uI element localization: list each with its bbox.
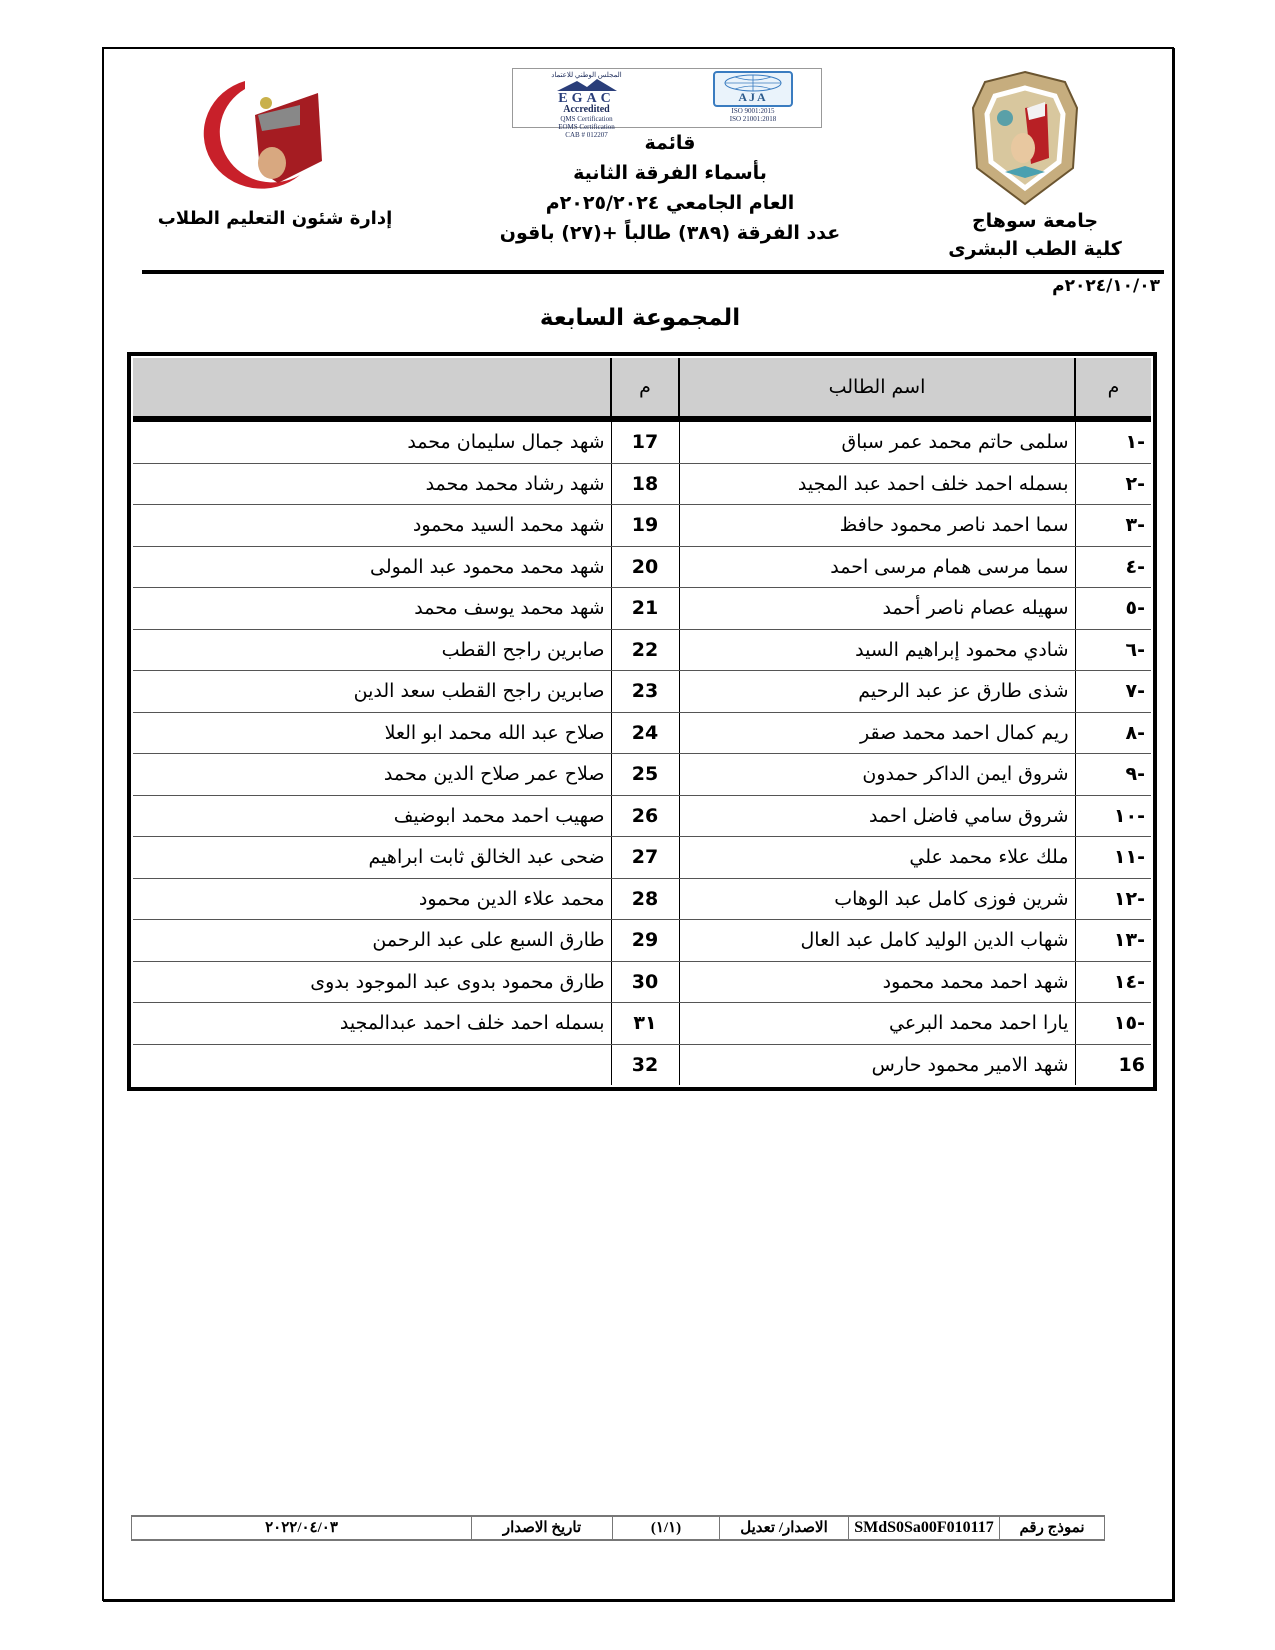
student-name-left: طارق السبع على عبد الرحمن (133, 920, 611, 962)
table-row (133, 671, 1151, 713)
row-number-left: 21 (611, 588, 679, 630)
table-row (133, 588, 1151, 630)
header-number-right: م (1075, 358, 1151, 419)
student-name-left: شهد رشاد محمد محمد (133, 463, 611, 505)
student-name-left: شهد محمد السيد محمود (133, 505, 611, 547)
row-number-right: -٦ (1075, 629, 1151, 671)
row-number-right: -٤ (1075, 546, 1151, 588)
table-row (133, 712, 1151, 754)
row-number-left: 30 (611, 961, 679, 1003)
roster-table-container (127, 352, 1157, 1091)
row-number-left: 18 (611, 463, 679, 505)
student-name-left: صهيب احمد محمد ابوضيف (133, 795, 611, 837)
student-name-left: صلاح عبد الله محمد ابو العلا (133, 712, 611, 754)
department-name: إدارة شئون التعليم الطلاب (157, 208, 393, 229)
iso-line: ISO 9001:2015 (731, 107, 775, 115)
table-row (133, 878, 1151, 920)
faculty-of-medicine-logo (150, 75, 340, 195)
student-name-right: سلمى حاتم محمد عمر سباق (679, 419, 1075, 463)
footer-edition-value: (١/١) (612, 1517, 719, 1539)
egac-line: EOMS Certification (558, 123, 615, 131)
row-number-left: 32 (611, 1044, 679, 1085)
student-name-right: سما احمد ناصر محمود حافظ (679, 505, 1075, 547)
table-row (133, 754, 1151, 796)
mountain-icon (557, 79, 617, 91)
student-name-right: بسمله احمد خلف احمد عبد المجيد (679, 463, 1075, 505)
globe-icon (713, 71, 793, 107)
student-name-right: سما مرسى همام مرسى احمد (679, 546, 1075, 588)
footer-form-label: نموذج رقم (999, 1517, 1104, 1539)
header-name-left (133, 358, 611, 419)
student-name-left: شهد جمال سليمان محمد (133, 419, 611, 463)
row-number-right: -١١ (1075, 837, 1151, 879)
table-row (133, 629, 1151, 671)
document-date: ٢٠٢٤/١٠/٠٣م (1052, 276, 1160, 296)
title-line-list: قائمة (644, 132, 696, 154)
row-number-left: 23 (611, 671, 679, 713)
university-name-block (930, 207, 1140, 263)
row-number-right: -٥ (1075, 588, 1151, 630)
student-name-left: شهد محمد محمود عبد المولى (133, 546, 611, 588)
row-number-left: ٣١ (611, 1003, 679, 1045)
faculty-name: كلية الطب البشرى (948, 238, 1122, 260)
row-number-left: 26 (611, 795, 679, 837)
header-student-name: اسم الطالب (679, 358, 1075, 419)
egac-line: CAB # 012207 (565, 131, 608, 139)
table-row (133, 795, 1151, 837)
roster-table (133, 358, 1151, 1085)
egac-accreditation-badge (519, 71, 654, 139)
row-number-left: 28 (611, 878, 679, 920)
row-number-right: -١٢ (1075, 878, 1151, 920)
certification-badges (512, 68, 822, 139)
row-number-right: -١٥ (1075, 1003, 1151, 1045)
row-number-left: 20 (611, 546, 679, 588)
row-number-right: -٣ (1075, 505, 1151, 547)
student-name-right: شذى طارق عز عبد الرحيم (679, 671, 1075, 713)
student-name-right: يارا احمد محمد البرعي (679, 1003, 1075, 1045)
student-name-left: بسمله احمد خلف احمد عبدالمجيد (133, 1003, 611, 1045)
row-number-left: 17 (611, 419, 679, 463)
row-number-right: -١٣ (1075, 920, 1151, 962)
table-header-row (133, 358, 1151, 419)
student-name-left: صابرين راجح القطب سعد الدين (133, 671, 611, 713)
table-row (133, 505, 1151, 547)
egac-arabic-text: المجلس الوطني للاعتماد (551, 71, 622, 79)
student-name-left: ضحى عبد الخالق ثابت ابراهيم (133, 837, 611, 879)
title-line-student-count: عدد الفرقة (٣٨٩) طالباً +(٢٧) باقون (499, 222, 841, 244)
row-number-left: 24 (611, 712, 679, 754)
document-title-block (470, 128, 870, 248)
student-name-left: صابرين راجح القطب (133, 629, 611, 671)
student-name-left: شهد محمد يوسف محمد (133, 588, 611, 630)
university-name: جامعة سوهاج (971, 210, 1099, 232)
row-number-right: -٢ (1075, 463, 1151, 505)
header-number-left: م (611, 358, 679, 419)
table-row (133, 1003, 1151, 1045)
table-row (133, 920, 1151, 962)
row-number-right: -١٤ (1075, 961, 1151, 1003)
table-row (133, 463, 1151, 505)
group-title: المجموعة السابعة (539, 305, 741, 331)
row-number-right: -١ (1075, 419, 1151, 463)
student-name-right: سهيله عصام ناصر أحمد (679, 588, 1075, 630)
row-number-left: 22 (611, 629, 679, 671)
table-row (133, 546, 1151, 588)
student-name-left (133, 1044, 611, 1085)
iso-line: ISO 21001:2018 (729, 115, 777, 123)
row-number-right: -٧ (1075, 671, 1151, 713)
student-name-right: شادي محمود إبراهيم السيد (679, 629, 1075, 671)
table-row (133, 419, 1151, 463)
egac-name: EGAC (558, 91, 615, 106)
aja-iso-badge (693, 71, 813, 125)
footer-issue-date-value: ٢٠٢٢/٠٤/٠٣ (265, 1520, 338, 1536)
table-row (133, 1044, 1151, 1085)
student-name-right: شهد الامير محمود حارس (679, 1044, 1075, 1085)
row-number-left: 27 (611, 837, 679, 879)
student-name-right: شهاب الدين الوليد كامل عبد العال (679, 920, 1075, 962)
row-number-right: -٩ (1075, 754, 1151, 796)
student-name-right: ريم كمال احمد محمد صقر (679, 712, 1075, 754)
row-number-left: 29 (611, 920, 679, 962)
student-name-left: صلاح عمر صلاح الدين محمد (133, 754, 611, 796)
row-number-right: -٨ (1075, 712, 1151, 754)
footer-form-code: SMdS0Sa00F010117 (848, 1517, 999, 1539)
footer-issue-date-label: تاريخ الاصدار (471, 1517, 612, 1539)
student-name-right: ملك علاء محمد علي (679, 837, 1075, 879)
student-name-right: شروق سامي فاضل احمد (679, 795, 1075, 837)
header-divider (142, 270, 1164, 274)
title-line-academic-year: العام الجامعي ٢٠٢٥/٢٠٢٤م (545, 192, 795, 214)
student-name-left: طارق محمود بدوى عبد الموجود بدوى (133, 961, 611, 1003)
egac-accredited: Accredited (563, 104, 610, 115)
title-line-year-level: بأسماء الفرقة الثانية (573, 162, 767, 184)
student-name-right: شرين فوزى كامل عبد الوهاب (679, 878, 1075, 920)
row-number-left: 25 (611, 754, 679, 796)
student-name-left: محمد علاء الدين محمود (133, 878, 611, 920)
aja-name: AJA (738, 90, 768, 104)
row-number-left: 19 (611, 505, 679, 547)
form-footer (131, 1515, 1105, 1541)
sohag-university-crest-logo (965, 68, 1085, 208)
egac-line: QMS Certification (560, 115, 613, 123)
student-name-right: شروق ايمن الداكر حمدون (679, 754, 1075, 796)
row-number-right: 16 (1075, 1044, 1151, 1085)
table-row (133, 961, 1151, 1003)
table-row (133, 837, 1151, 879)
row-number-right: -١٠ (1075, 795, 1151, 837)
footer-edition-label: الاصدار/ تعديل (719, 1517, 848, 1539)
student-name-right: شهد احمد محمد محمود (679, 961, 1075, 1003)
